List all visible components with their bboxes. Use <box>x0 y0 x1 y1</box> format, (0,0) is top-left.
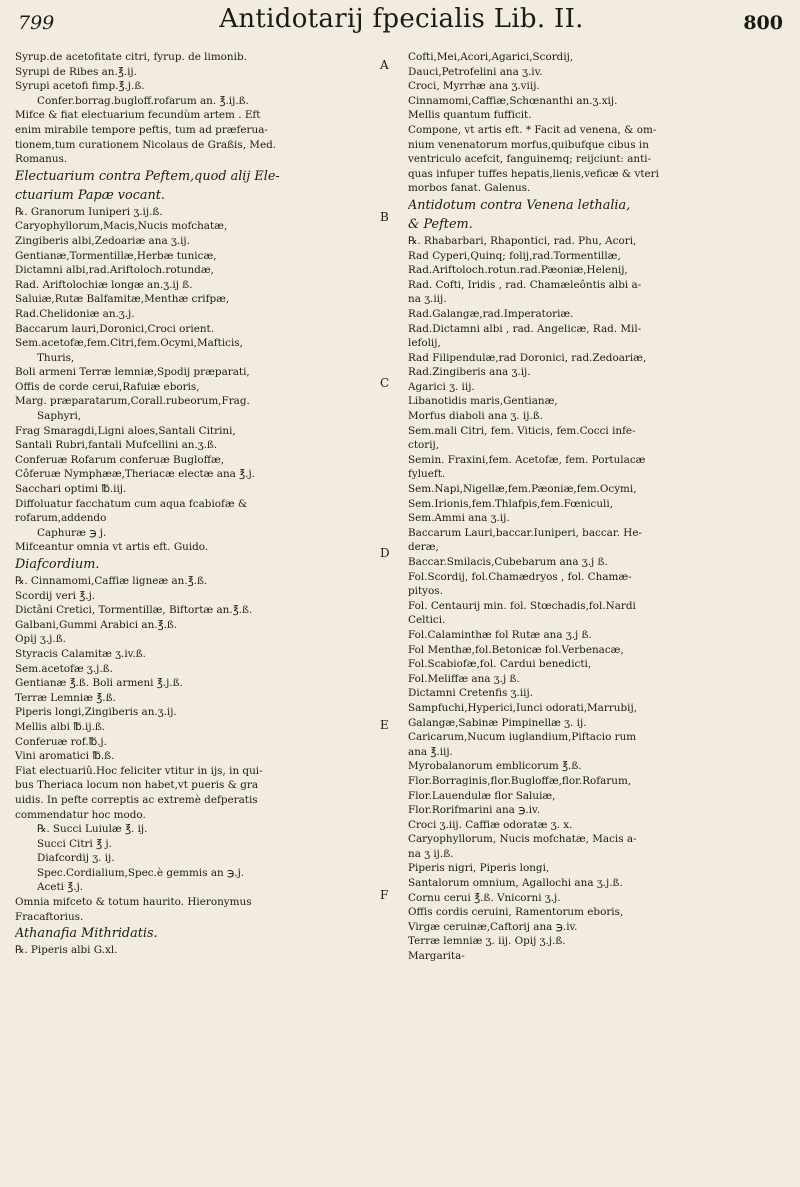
text-line: Diafcordij ʒ. ij. <box>37 852 115 865</box>
text-line: Syrupi de Ribes an.℥.ij. <box>15 65 137 78</box>
text-line: Flor.Lauendulæ flor Saluiæ, <box>408 789 556 802</box>
text-line: Libanotidis maris,Gentianæ, <box>408 395 558 408</box>
text-line: Flor.Borraginis,flor.Bugloffæ,flor.Rofarum, <box>408 774 632 787</box>
text-line: Sem.acetofæ ʒ.j.ß. <box>15 662 113 675</box>
text-line: Celtici. <box>408 614 446 627</box>
running-title: Antidotarij fpecialis Lib. II. <box>219 4 584 34</box>
text-line: Vini aromatici ℔.ß. <box>15 750 115 763</box>
text-line: Sem.acetofæ,fem.Citri,fem.Ocymi,Mafticis, <box>15 337 243 350</box>
text-line: Boli armeni Terræ lemniæ,Spodij præparati, <box>15 366 250 379</box>
text-line: Côferuæ Nymphææ,Theriacæ electæ ana ℥.j. <box>15 468 255 481</box>
text-line: Sem.mali Citri, fem. Viticis, fem.Cocci infe- <box>408 424 636 437</box>
text-line: Agarici ʒ. iij. <box>408 380 475 393</box>
text-line: deræ, <box>408 541 439 554</box>
text-line: Confer.borrag.bugloff.rofarum an. ℥.ij.ß. <box>37 94 249 107</box>
text-line: Thuris, <box>37 351 75 364</box>
text-line: fylueft. <box>408 468 446 481</box>
text-line: Rad.Zingiberis ana ʒ.ij. <box>408 366 531 379</box>
text-line: Syrupi acetofi fimp.℥.j.ß. <box>15 80 145 93</box>
text-line: enim mirabile tempore peftis, tum ad præferua- <box>15 123 268 136</box>
text-line: Caryophyllorum, Nucis mofchatæ, Macis a- <box>408 833 637 846</box>
text-line: Sem.Ammi ana ʒ.ij. <box>408 512 510 525</box>
section-marker-f: F <box>380 888 389 902</box>
text-line: Marg. præparatarum,Corall.rubeorum,Frag. <box>15 395 250 408</box>
text-line: Rad. Cofti, Iridis , rad. Chamæleôntis albi a- <box>408 278 642 291</box>
text-line: quas infuper tuffes hepatis,lienis,veficæ & vteri <box>408 167 659 180</box>
section-heading: & Peftem. <box>408 216 473 232</box>
text-line: Flor.Rorifmarini ana ℈.iv. <box>408 804 540 817</box>
text-line: ℞. Granorum Iuniperi ʒ.ij.ß. <box>15 205 163 218</box>
text-line: Sampfuchi,Hyperici,Iunci odorati,Marrubij, <box>408 701 637 714</box>
text-line: Fol.Scabiofæ,fol. Cardui benedicti, <box>408 658 592 671</box>
text-line: Margarita- <box>408 950 465 963</box>
text-line: tionem,tum curationem Nicolaus de Graßis, Med. <box>15 138 277 151</box>
text-line: Aceti ℥.j. <box>37 881 84 894</box>
text-line: Cofti,Mei,Acori,Agarici,Scordij, <box>408 51 574 63</box>
text-line: lefolij, <box>408 337 441 350</box>
text-line: Caricarum,Nucum iuglandium,Piftacio rum <box>408 731 637 744</box>
text-line: Rad.Ariftoloch.rotun.rad.Pæoniæ,Helenij, <box>408 264 628 277</box>
text-line: Gentianæ,Tormentillæ,Herbæ tunicæ, <box>15 249 217 262</box>
text-line: commendatur hoc modo. <box>15 808 146 821</box>
text-line: Sem.Irionis,fem.Thlafpis,fem.Fœniculi, <box>408 497 614 510</box>
text-line: Diffoluatur facchatum cum aqua fcabiofæ & <box>15 497 248 510</box>
text-line: Conferuæ rof.℔.j. <box>15 735 107 748</box>
text-line: Syrup.de acetofitate citri, fyrup. de limonib. <box>15 51 247 63</box>
text-line: Galbani,Gummi Arabici an.℥.ß. <box>15 618 178 631</box>
text-line: Fiat electuariû.Hoc feliciter vtitur in ijs, in qui- <box>15 764 263 777</box>
text-line: Omnia mifceto & totum haurito. Hieronymus <box>15 896 252 909</box>
text-line: Dictâni Cretici, Tormentillæ, Biftortæ an.℥.ß. <box>15 604 253 617</box>
section-heading: Antidotum contra Venena lethalia, <box>408 197 631 213</box>
section-heading: Electuarium contra Peftem,quod alij Ele- <box>15 168 280 184</box>
page-number-right: 800 <box>743 12 783 34</box>
text-line: Baccar.Smilacis,Cubebarum ana ʒ.j ß. <box>408 556 608 568</box>
text-line: Spec.Cordialium,Spec.è gemmis an ℈.j. <box>37 866 245 879</box>
text-line: Scordij veri ℥.j. <box>15 589 96 602</box>
text-line: Semin. Fraxini,fem. Acetofæ, fem. Portulacæ <box>408 453 646 466</box>
text-line: Santalorum omnium, Agallochi ana ʒ.j.ß. <box>408 877 623 890</box>
text-line: Dauci,Petrofelini ana ʒ.iv. <box>408 65 543 78</box>
text-line: Croci, Myrrhæ ana ʒ.viij. <box>408 80 540 93</box>
text-line: Fol.Calaminthæ fol Rutæ ana ʒ.j ß. <box>408 628 592 641</box>
text-line: Succi Citri ℥ j. <box>37 837 112 850</box>
text-line: Santali Rubri,fantali Mufcellini an.ʒ.ß. <box>15 439 218 452</box>
text-line: Virgæ ceruinæ,Caftorij ana ℈.iv. <box>408 920 578 933</box>
text-line: Piperis nigri, Piperis longi, <box>408 862 550 875</box>
text-line: Caryophyllorum,Macis,Nucis mofchatæ, <box>15 220 228 233</box>
page-number-left: 799 <box>18 12 55 34</box>
text-line: Rad Cyperi,Quinq; folij,rad.Tormentillæ, <box>408 249 621 262</box>
text-line: Offis de corde cerui,Rafuiæ eboris, <box>15 380 200 393</box>
section-marker-e: E <box>380 718 389 732</box>
text-line: Fol. Centaurij min. fol. Stœchadis,fol.Nardi <box>408 599 636 612</box>
text-line: Piperis longi,Zingiberis an.ʒ.ij. <box>15 706 177 719</box>
text-line: Offis cordis ceruini, Ramentorum eboris, <box>408 906 624 919</box>
text-line: rofarum,addendo <box>15 512 107 525</box>
text-line: Rad.Galangæ,rad.Imperatoriæ. <box>408 307 574 320</box>
text-line: Zingiberis albi,Zedoariæ ana ʒ.ij. <box>15 234 190 247</box>
text-line: Styracis Calamitæ ʒ.iv.ß. <box>15 647 146 660</box>
text-line: Terræ lemniæ ʒ. iij. Opij ʒ.j.ß. <box>408 935 566 948</box>
text-line: morbos fanat. Galenus. <box>408 182 531 195</box>
text-line: Dictamni albi,rad.Ariftoloch.rotundæ, <box>15 264 214 277</box>
section-marker-b: B <box>380 210 389 224</box>
text-line: na ʒ.iij. <box>408 293 447 306</box>
text-line: Frag Smaragdi,Ligni aloes,Santali Citrini, <box>15 424 236 437</box>
text-line: Fol.Meliffæ ana ʒ.j ß. <box>408 672 520 685</box>
text-line: Compone, vt artis eft. * Facit ad venena, & om- <box>408 123 657 136</box>
text-line: Terræ Lemniæ ℥.ß. <box>15 691 116 704</box>
text-line: pityos. <box>408 585 443 598</box>
section-heading: ctuarium Papæ vocant. <box>15 187 165 203</box>
text-line: Rad Filipendulæ,rad Doronici, rad.Zedoariæ, <box>408 351 647 364</box>
left-column <box>15 50 390 958</box>
text-line: Saphyri, <box>37 410 82 423</box>
text-line: Cornu cerui ℥.ß. Vnicorni ʒ.j. <box>408 891 561 904</box>
text-line: Fol Menthæ,fol.Betonicæ fol.Verbenacæ, <box>408 643 624 656</box>
text-line: Sacchari optimi ℔.iij. <box>15 483 127 496</box>
right-column <box>408 50 793 964</box>
text-line: Conferuæ Rofarum conferuæ Bugloffæ, <box>15 453 225 466</box>
text-line: Baccarum Lauri,baccar.Iuniperi, baccar. He- <box>408 526 643 539</box>
text-line: Mifce & fiat electuarium fecundùm artem . Eft <box>15 109 261 122</box>
text-line: bus Theriaca locum non habet,vt pueris & gra <box>15 779 259 792</box>
text-line: ℞. Rhabarbari, Rhapontici, rad. Phu, Acori, <box>408 234 637 247</box>
text-line: Mellis albi ℔.ij.ß. <box>15 720 106 733</box>
text-line: ℞. Cinnamomi,Caffiæ ligneæ an.℥.ß. <box>15 575 208 587</box>
text-line: Myrobalanorum emblicorum ℥.ß. <box>408 760 582 773</box>
text-line: Mellis quantum fufficit. <box>408 109 532 122</box>
text-line: ana ℥.iij. <box>408 745 453 758</box>
text-line: Rad.Chelidoniæ an.ʒ.j. <box>15 307 135 320</box>
text-line: Romanus. <box>15 153 68 166</box>
section-marker-c: C <box>380 376 390 390</box>
text-line: na ʒ ij.ß. <box>408 847 454 860</box>
text-line: ventriculo acefcit, fanguinemq; reijciunt: anti- <box>408 153 652 166</box>
section-heading: Athanafia Mithridatis. <box>15 926 158 942</box>
text-line: nium venenatorum morfus,quibufque cibus in <box>408 138 649 151</box>
text-line: Saluiæ,Rutæ Balfamitæ,Menthæ crifpæ, <box>15 293 230 306</box>
text-line: Sem.Napi,Nigellæ,fem.Pæoniæ,fem.Ocymi, <box>408 483 637 496</box>
text-line: Rad. Ariftolochiæ longæ an.ʒ.ij ß. <box>15 278 193 291</box>
text-line: Mifceantur omnia vt artis eft. Guido. <box>15 541 209 554</box>
text-line: Gentianæ ℥.ß. Boli armeni ℥.j.ß. <box>15 677 183 690</box>
section-heading: Diafcordium. <box>15 557 100 572</box>
text-line: Croci ʒ.iij. Caffiæ odoratæ ʒ. x. <box>408 818 573 831</box>
text-line: Rad.Dictamni albi , rad. Angelicæ, Rad. Mil- <box>408 322 642 335</box>
text-line: Galangæ,Sabinæ Pimpinellæ ʒ. ij. <box>408 716 587 729</box>
section-marker-a: A <box>380 58 389 72</box>
text-line: ctorij, <box>408 439 440 452</box>
text-line: Cinnamomi,Caffiæ,Schœnanthi an.ʒ.xij. <box>408 94 618 107</box>
text-line: Morfus diaboli ana ʒ. ij.ß. <box>408 410 544 423</box>
section-marker-d: D <box>380 546 390 560</box>
text-line: Dictamni Cretenfis ʒ.iij. <box>408 687 534 700</box>
text-line: ℞. Piperis albi G.xl. <box>15 944 118 957</box>
running-header <box>14 4 789 46</box>
text-line: Opij ʒ.j.ß. <box>15 633 66 646</box>
text-line: Fracaftorius. <box>15 910 84 923</box>
text-line: Baccarum lauri,Doronici,Croci orient. <box>15 322 215 335</box>
text-line: Fol.Scordij, fol.Chamædryos , fol. Chamæ- <box>408 570 632 583</box>
text-line: ℞. Succi Luiulæ ℥. ij. <box>37 823 148 836</box>
text-line: Caphuræ ℈ j. <box>37 526 107 539</box>
text-line: uidis. In pefte correptis ac extremè defperatis <box>15 793 258 806</box>
